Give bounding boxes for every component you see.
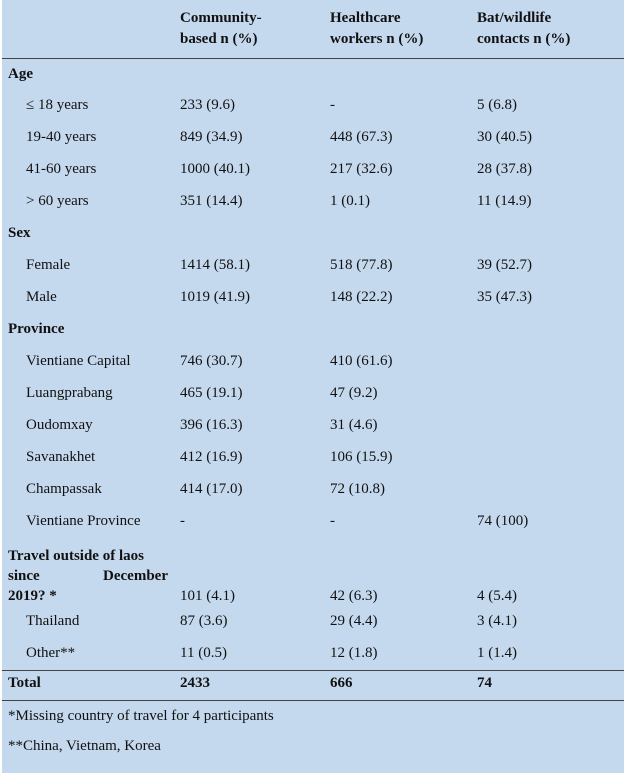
header-bat-wildlife: Bat/wildlife contacts n (%) — [477, 10, 571, 47]
table-row: Vientiane Province - - 74 (100) — [26, 513, 529, 529]
section-sex: Sex — [8, 225, 31, 241]
table-row: 19-40 years 849 (34.9) 448 (67.3) 30 (40.5) — [26, 129, 532, 145]
footnote-missing: *Missing country of travel for 4 participants — [8, 707, 274, 724]
table-row: Thailand 87 (3.6) 29 (4.4) 3 (4.1) — [26, 613, 517, 629]
header-community: Community- based n (%) — [180, 10, 262, 47]
table-row: > 60 years 351 (14.4) 1 (0.1) 11 (14.9) — [26, 193, 532, 209]
travel-row: Travel outside of laos since December 2019? * 101 (4.1) 42 (6.3) 4 (5.4) — [2, 538, 624, 606]
header-healthcare: Healthcare workers n (%) — [330, 10, 424, 47]
table-row: Luangprabang 465 (19.1) 47 (9.2) — [26, 385, 378, 401]
section-age: Age — [8, 65, 33, 82]
travel-label: Travel outside of laos since December 2019? * — [8, 548, 168, 604]
section-province: Province — [8, 321, 65, 337]
table-row: Oudomxay 396 (16.3) 31 (4.6) — [26, 417, 378, 433]
table-row: ≤ 18 years 233 (9.6) - 5 (6.8) — [26, 97, 517, 113]
table-row: Other** 11 (0.5) 12 (1.8) 1 (1.4) — [26, 645, 517, 661]
table-row: 41-60 years 1000 (40.1) 217 (32.6) 28 (37.8) — [26, 161, 532, 177]
table-row: Male 1019 (41.9) 148 (22.2) 35 (47.3) — [26, 289, 532, 305]
header-row — [2, 0, 624, 58]
table-row: Vientiane Capital 746 (30.7) 410 (61.6) — [26, 353, 393, 369]
demographics-table — [2, 0, 624, 762]
table-row: Female 1414 (58.1) 518 (77.8) 39 (52.7) — [26, 257, 532, 273]
table-row: Savanakhet 412 (16.9) 106 (15.9) — [26, 449, 393, 465]
table-container — [2, 0, 624, 773]
total-row: Total 2433 666 74 — [2, 670, 624, 700]
header-empty — [2, 0, 180, 58]
footnote-other-countries: **China, Vietnam, Korea — [8, 738, 161, 754]
table-row: Champassak 414 (17.0) 72 (10.8) — [26, 481, 385, 497]
